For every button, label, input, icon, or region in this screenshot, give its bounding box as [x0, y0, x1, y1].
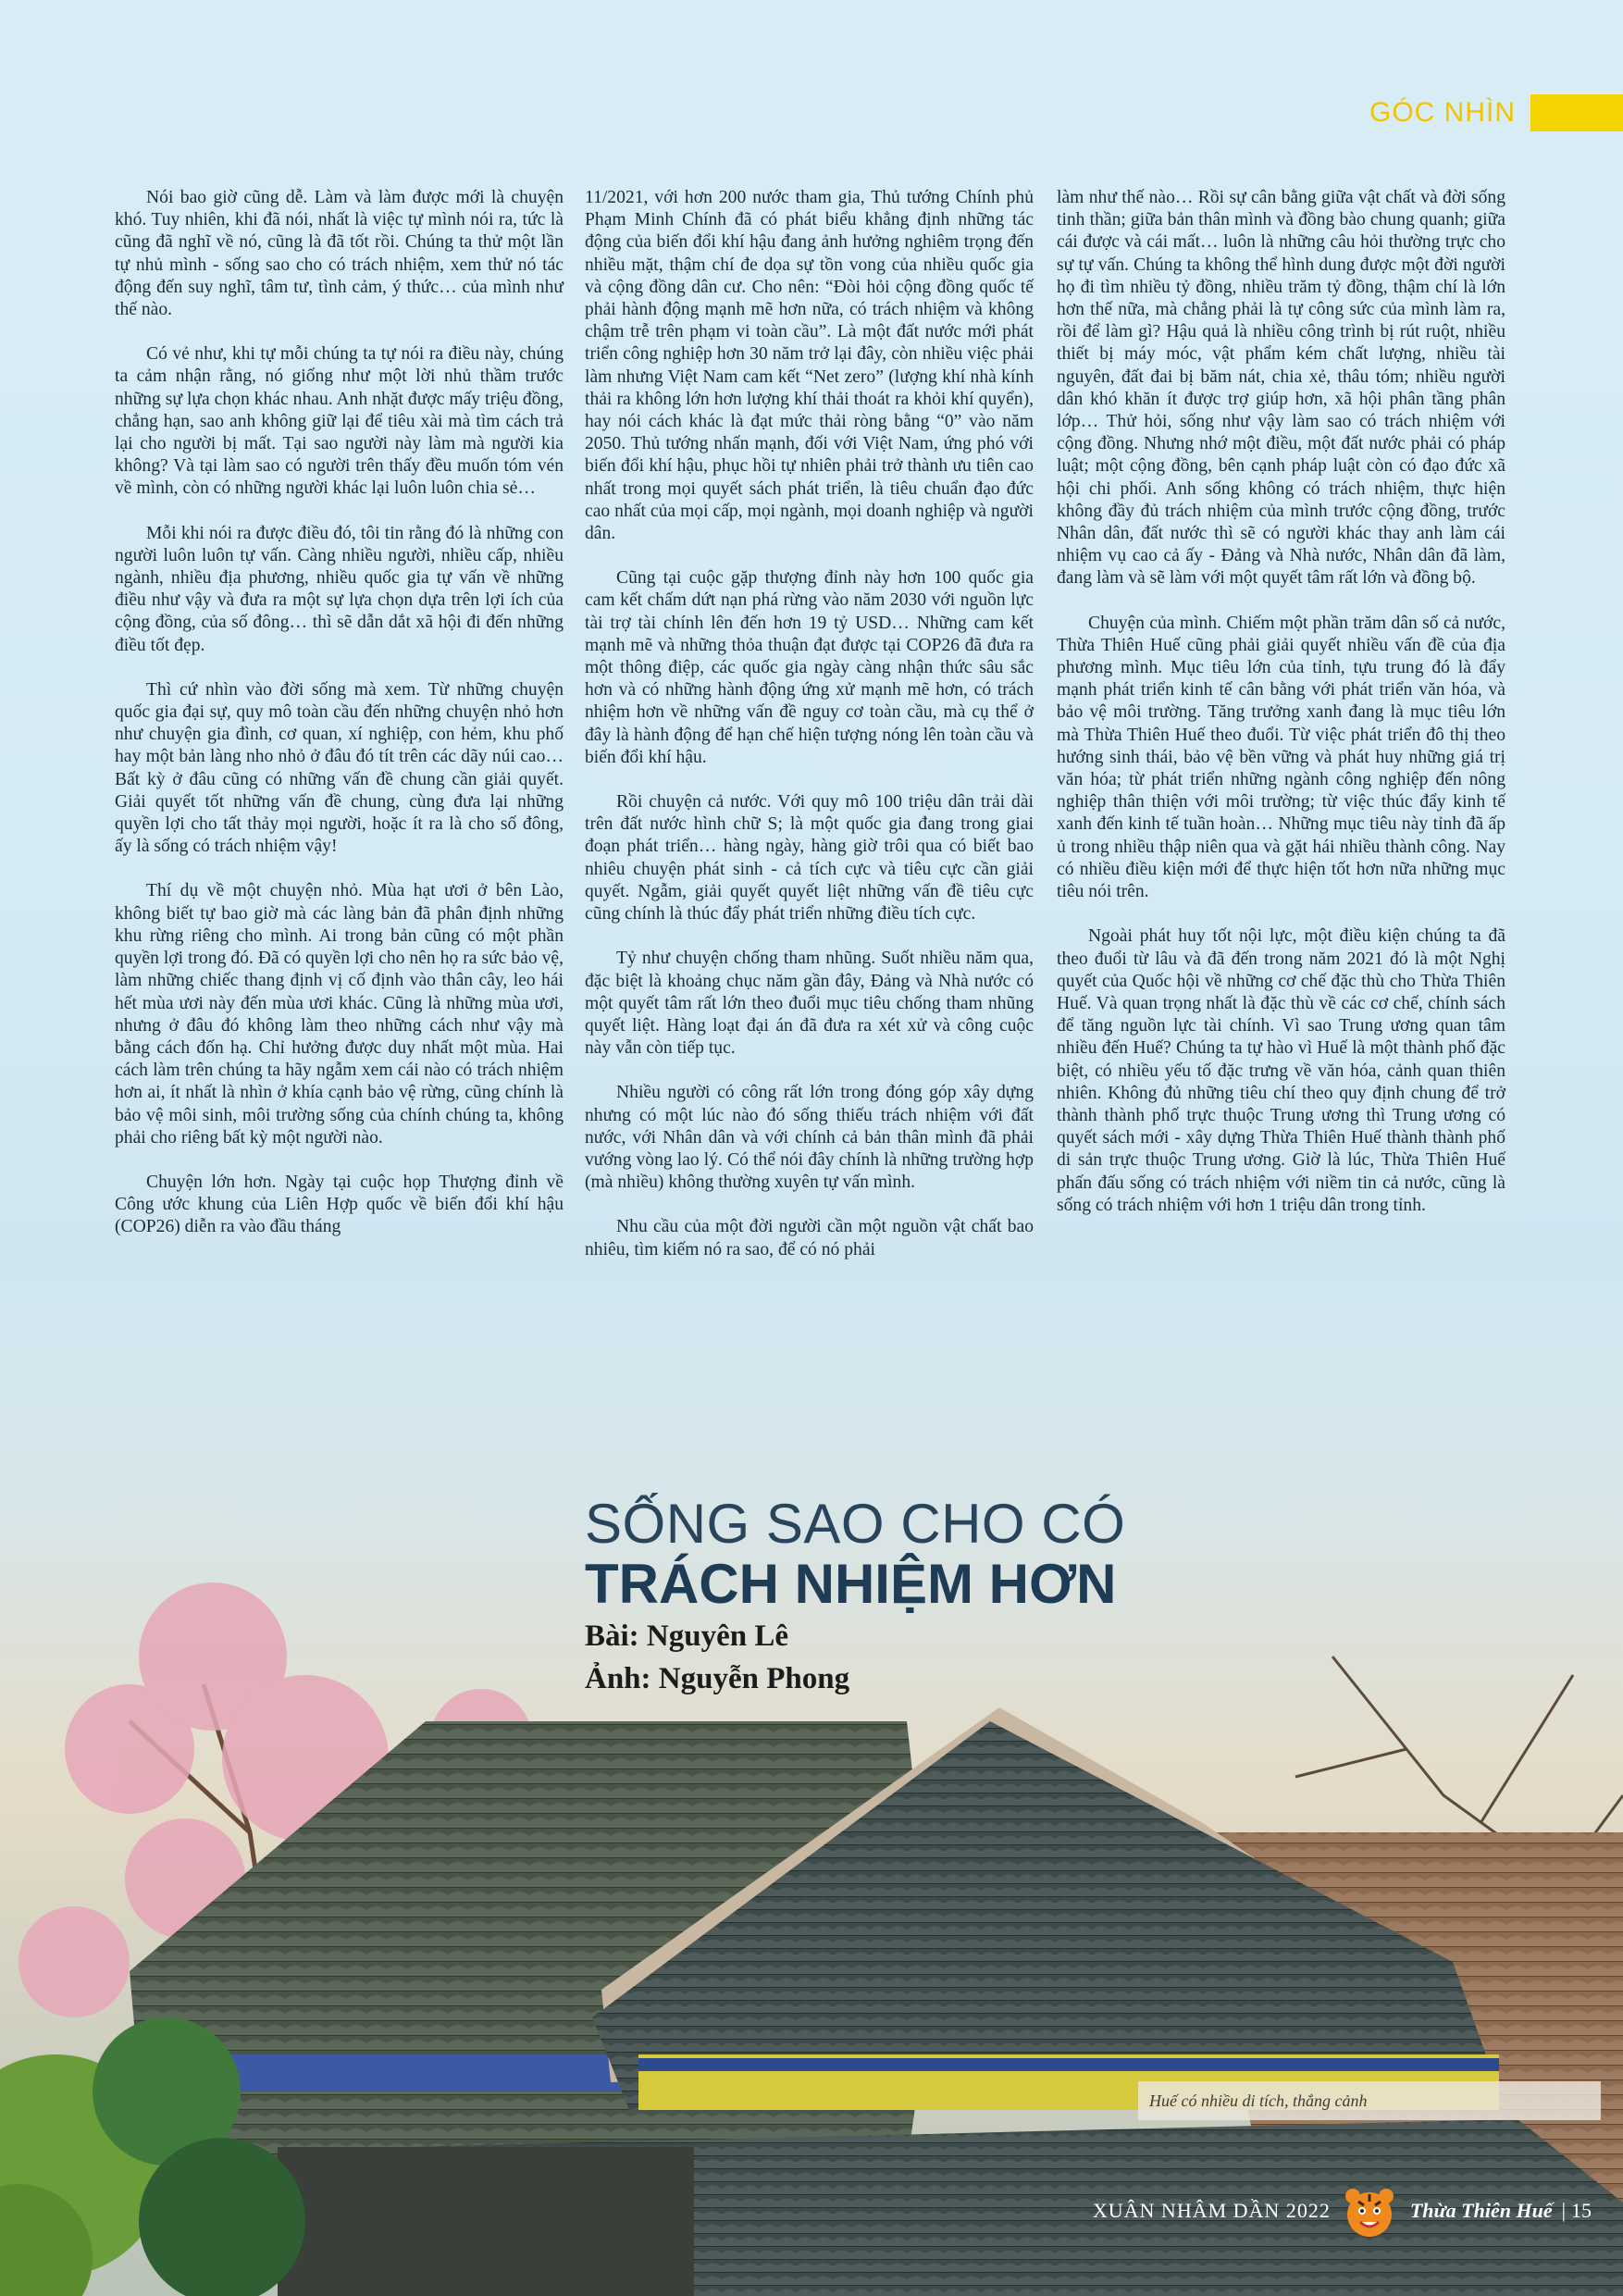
- issue-label: XUÂN NHÂM DẦN 2022: [1092, 2199, 1331, 2222]
- article-title-block: [585, 1495, 1125, 1700]
- paragraph: Chuyện của mình. Chiếm một phần trăm dân số cả nước, Thừa Thiên Huế cũng phải giải quyết nhiều vấn đề của địa phương mình. Mục tiêu lớn của tỉnh, tựu trung đó là đẩy mạnh phát triển kinh tế cân bằng với phát triển văn hóa, và bảo vệ môi trường. Tăng trưởng xanh đang là mục tiêu lớn mà Thừa Thiên Huế theo đuổi. Từ việc phát triển đô thị theo hướng sinh thái, bảo vệ bền vững và phát huy những giá trị văn hóa; từ phát triển những ngành công nghiệp đến nông nghiệp thân thiện với môi trường; từ việc thúc đẩy kinh tế xanh đến kinh tế tuần hoàn… Những mục tiêu này tỉnh đã ấp ủ trong nhiều thập niên qua và gặt hái nhiều thành công. Nay có nhiều điều kiện mới để thực hiện tốt hơn nữa những mục tiêu nói trên.: [1057, 613, 1505, 902]
- paragraph: Nhiều người có công rất lớn trong đóng góp xây dựng nhưng có một lúc nào đó sống thiếu trách nhiệm với đất nước, với Nhân dân và với chính cả bản thân mình đã phải vướng vòng lao lý. Có thể nói đây chính là những trường hợp (mà nhiều) không thường xuyên tự vấn mình.: [585, 1083, 1034, 1193]
- paragraph: Mỗi khi nói ra được điều đó, tôi tin rằng đó là những con người luôn luôn tự vấn. Càng nhiều người, nhiều cấp, nhiều ngành, nhiều địa phương, nhiều quốc gia tự vấn về những điều như vậy và đưa ra một sự lựa chọn dựa trên lợi ích của cộng đồng, của số đông… thì sẽ dẫn dắt xã hội đi đến những điều tốt đẹp.: [115, 523, 564, 655]
- article-column-2: [585, 187, 1034, 1284]
- paragraph: Có vẻ như, khi tự mỗi chúng ta tự nói ra điều này, chúng ta cảm nhận rằng, nó giống như một lời nhủ thầm trước những sự lựa chọn khác nhau. Anh nhặt được mấy triệu đồng, chẳng hạn, sao anh không giữ lại để tiêu xài mà tìm cách trả lại cho người bị mất. Tại sao người này làm mà người kia không? Và tại làm sao có người trên thấy đều muốn tóm vén về mình, còn có những người khác lại luôn luôn chia sẻ…: [115, 344, 564, 499]
- gate-left: [278, 2147, 694, 2296]
- paragraph: làm như thế nào… Rồi sự cân bằng giữa vật chất và đời sống tinh thần; giữa bản thân mình và đồng bào chung quanh; giữa cái được và cái mất… luôn là những câu hỏi thường trực cho sự tự vấn. Chúng ta không thể hình dung được một đời người họ đi tìm nhiều tỷ đồng, nhiều trăm tỷ đồng, thậm chí là lớn hơn thế nữa, mà chẳng phải là tự công sức của mình làm ra, rồi để làm gì? Hậu quả là nhiều công trình bị rút ruột, nhiều thiết bị máy móc, vật phẩm kém chất lượng, nhiều tài nguyên, đất đai bị băm nát, chia xẻ, thâu tóm; nhiều người dân khó khăn ít được trợ giúp hơn, xã hội phân tầng phân lớp… Thử hỏi, sống như vậy làm sao có trách nhiệm với cộng đồng. Nhưng nhớ một điều, một đất nước phải có pháp luật; một cộng đồng, bên cạnh pháp luật còn có đạo đức xã hội chi phối. Anh sống không có trách nhiệm, thực hiện không đầy đủ trách nhiệm của mình trước cộng đồng, trước Nhân dân, đất nước thì sẽ có người khác thay anh làm cái nhiệm vụ cao cả ấy - Đảng và Nhà nước, Nhân dân đã làm, đang làm và sẽ làm với một quyết tâm rất lớn và đồng bộ.: [1057, 188, 1505, 589]
- article-title-line-1: SỐNG SAO CHO CÓ: [585, 1493, 1126, 1555]
- paragraph: Chuyện lớn hơn. Ngày tại cuộc họp Thượng đỉnh về Công ước khung của Liên Hợp quốc về biến đổi khí hậu (COP26) diễn ra vào đầu tháng: [115, 1172, 564, 1237]
- paragraph: Ngoài phát huy tốt nội lực, một điều kiện chúng ta đã theo đuổi từ lâu và đã đến trong năm 2021 đó là một Nghị quyết của Quốc hội về những cơ chế đặc thù cho Thừa Thiên Huế. Và quan trọng nhất là đặc thù về các cơ chế, chính sách để tăng nguồn lực tài chính. Vì sao Trung ương quan tâm nhiều đến Huế? Chúng ta tự hào vì Huế là một thành phố đặc biệt, có nhiều yếu tố đặc trưng về văn hóa, cảnh quan thiên nhiên. Không đủ những tiêu chí theo quy định chung để trở thành thành phố trực thuộc Trung ương thì Trung ương có quyết sách mới - xây dựng Thừa Thiên Huế thành thành phố di sản trực thuộc Trung ương. Giờ là lúc, Thừa Thiên Huế phấn đấu sống có trách nhiệm với niềm tin cả nước, cũng là sống có trách nhiệm với hơn 1 triệu dân trong tỉnh.: [1057, 926, 1505, 1215]
- paragraph: 11/2021, với hơn 200 nước tham gia, Thủ tướng Chính phủ Phạm Minh Chính đã có phát biểu khẳng định những tác động của biến đổi khí hậu đang ảnh hưởng nghiêm trọng đến nhiều mặt, thậm chí đe dọa sự tồn vong của nhiều quốc gia và cộng đồng dân cư. Cho nên: “Đòi hỏi cộng đồng quốc tế phải hành động mạnh mẽ hơn nữa, có trách nhiệm và không chậm trễ trên phạm vi toàn cầu”. Là một đất nước mới phát triển công nghiệp hơn 30 năm trở lại đây, còn nhiều việc phải làm nhưng Việt Nam cam kết “Net zero” (lượng khí nhà kính thải ra không lớn hơn lượng khí thải thoát ra khỏi khí quyển), hay nói cách khác là đạt mức thải ròng bằng “0” vào năm 2050. Thủ tướng nhấn mạnh, đối với Việt Nam, ứng phó với biến đổi khí hậu, phục hồi tự nhiên phải trở thành ưu tiên cao nhất trong mọi quyết sách phát triển, là tiêu chuẩn đạo đức cao nhất của mọi cấp, mọi ngành, mọi doanh nghiệp và người dân.: [585, 188, 1034, 544]
- page-footer: [1036, 2189, 1592, 2233]
- paragraph: Nhu cầu của một đời người cần một nguồn vật chất bao nhiêu, tìm kiếm nó ra sao, để có nó phải: [585, 1217, 1034, 1260]
- page-number: 15: [1571, 2199, 1592, 2222]
- article-column-3: [1057, 187, 1505, 1239]
- photographer-credit: Ảnh: Nguyễn Phong: [585, 1662, 850, 1695]
- section-label-text: GÓC NHÌN: [1369, 97, 1516, 128]
- paragraph: Thí dụ về một chuyện nhỏ. Mùa hạt ươi ở bên Lào, không biết tự bao giờ mà các làng bản đã phân định những khu rừng riêng cho mình. Ai trong bản cũng có một phần quyền lợi trong đó. Đã có quyền lợi cho nên họ ra sức bảo vệ, làm những chiếc thang định vị cố định vào thân cây, leo hái hết mùa ươi này đến mùa ươi khác. Cũng là những mùa ươi, nhưng ở đâu đó không làm theo những cách như vậy mà bằng cách đốn hạ. Chỉ hưởng được duy nhất một mùa. Hai cách làm trên chúng ta hãy ngẫm xem cái nào có trách nhiệm hơn ai, ít nhất là nhìn ở khía cạnh bảo vệ rừng, cũng chính là bảo vệ môi sinh, môi trường sống của chính chúng ta, không phải cho riêng bất kỳ một người nào.: [115, 881, 564, 1148]
- article-column-1: [115, 187, 564, 1261]
- paragraph: Nói bao giờ cũng dễ. Làm và làm được mới là chuyện khó. Tuy nhiên, khi đã nói, nhất là việc tự mình nói ra, tức là cũng đã nghĩ về nó, cũng là đã tốt rồi. Chúng ta thử một lần tự nhủ mình - sống sao cho có trách nhiệm, xem thử nó tác động đến suy nghĩ, tâm tư, tình cảm, ý thức… của mình như thế nào.: [115, 188, 564, 320]
- paragraph: Tỷ như chuyện chống tham nhũng. Suốt nhiều năm qua, đặc biệt là khoảng chục năm gần đây, Đảng và Nhà nước có một quyết tâm rất lớn theo đuổi mục tiêu chống tham nhũng quyết liệt. Hàng loạt đại án đã đưa ra xét xử và công cuộc này vẫn còn tiếp tục.: [585, 949, 1034, 1059]
- section-label-bar: [1530, 94, 1623, 131]
- footer-separator: |: [1561, 2199, 1566, 2222]
- magazine-name: Thừa Thiên Huế: [1409, 2199, 1553, 2222]
- paragraph: Thì cứ nhìn vào đời sống mà xem. Từ những chuyện quốc gia đại sự, quy mô toàn cầu đến những chuyện nhỏ hơn như chuyện gia đình, cơ quan, xí nghiệp, con hẻm, khu phố hay một bản làng nho nhỏ ở đâu đó tít trên các dãy núi cao… Bất kỳ ở đâu cũng có những vấn đề chung cần giải quyết. Giải quyết tốt những vấn đề chung, cùng đưa lại những quyền lợi cho tất thảy mọi người, hoặc ít ra là cho số đông, ấy là sống có trách nhiệm vậy!: [115, 679, 564, 857]
- paragraph: Rồi chuyện cả nước. Với quy mô 100 triệu dân trải dài trên đất nước hình chữ S; là một quốc gia đang trong giai đoạn phát triển… hàng ngày, hàng giờ trôi qua có biết bao nhiêu chuyện phát sinh - cả tích cực và tiêu cực cần giải quyết. Ngẫm, giải quyết quyết liệt những vấn đề tiêu cực cũng chính là thúc đẩy phát triển những điều tích cực.: [585, 792, 1034, 925]
- photo-caption: Huế có nhiều di tích, thắng cảnh: [1138, 2081, 1601, 2120]
- author-credit: Bài: Nguyên Lê: [585, 1620, 789, 1653]
- tiger-mascot-icon: [1340, 2181, 1399, 2240]
- section-label: [1369, 93, 1623, 133]
- article-title-line-2: TRÁCH NHIỆM HƠN: [585, 1553, 1117, 1615]
- paragraph: Cũng tại cuộc gặp thượng đỉnh này hơn 100 quốc gia cam kết chấm dứt nạn phá rừng vào năm 2030 với nguồn lực tài trợ tài chính lên đến hơn 19 tỷ USD… Những cam kết mạnh mẽ và những thỏa thuận đạt được tại COP26 đã đưa ra một thông điệp, các quốc gia ngày càng nhận thức sâu sắc hơn và có những hành động ứng xử mạnh mẽ hơn, có trách nhiệm hơn về những vấn đề nguy cơ toàn cầu, mà cụ thể ở đây là hành động để hạn chế hiện tượng nóng lên toàn cầu và biến đổi khí hậu.: [585, 568, 1034, 767]
